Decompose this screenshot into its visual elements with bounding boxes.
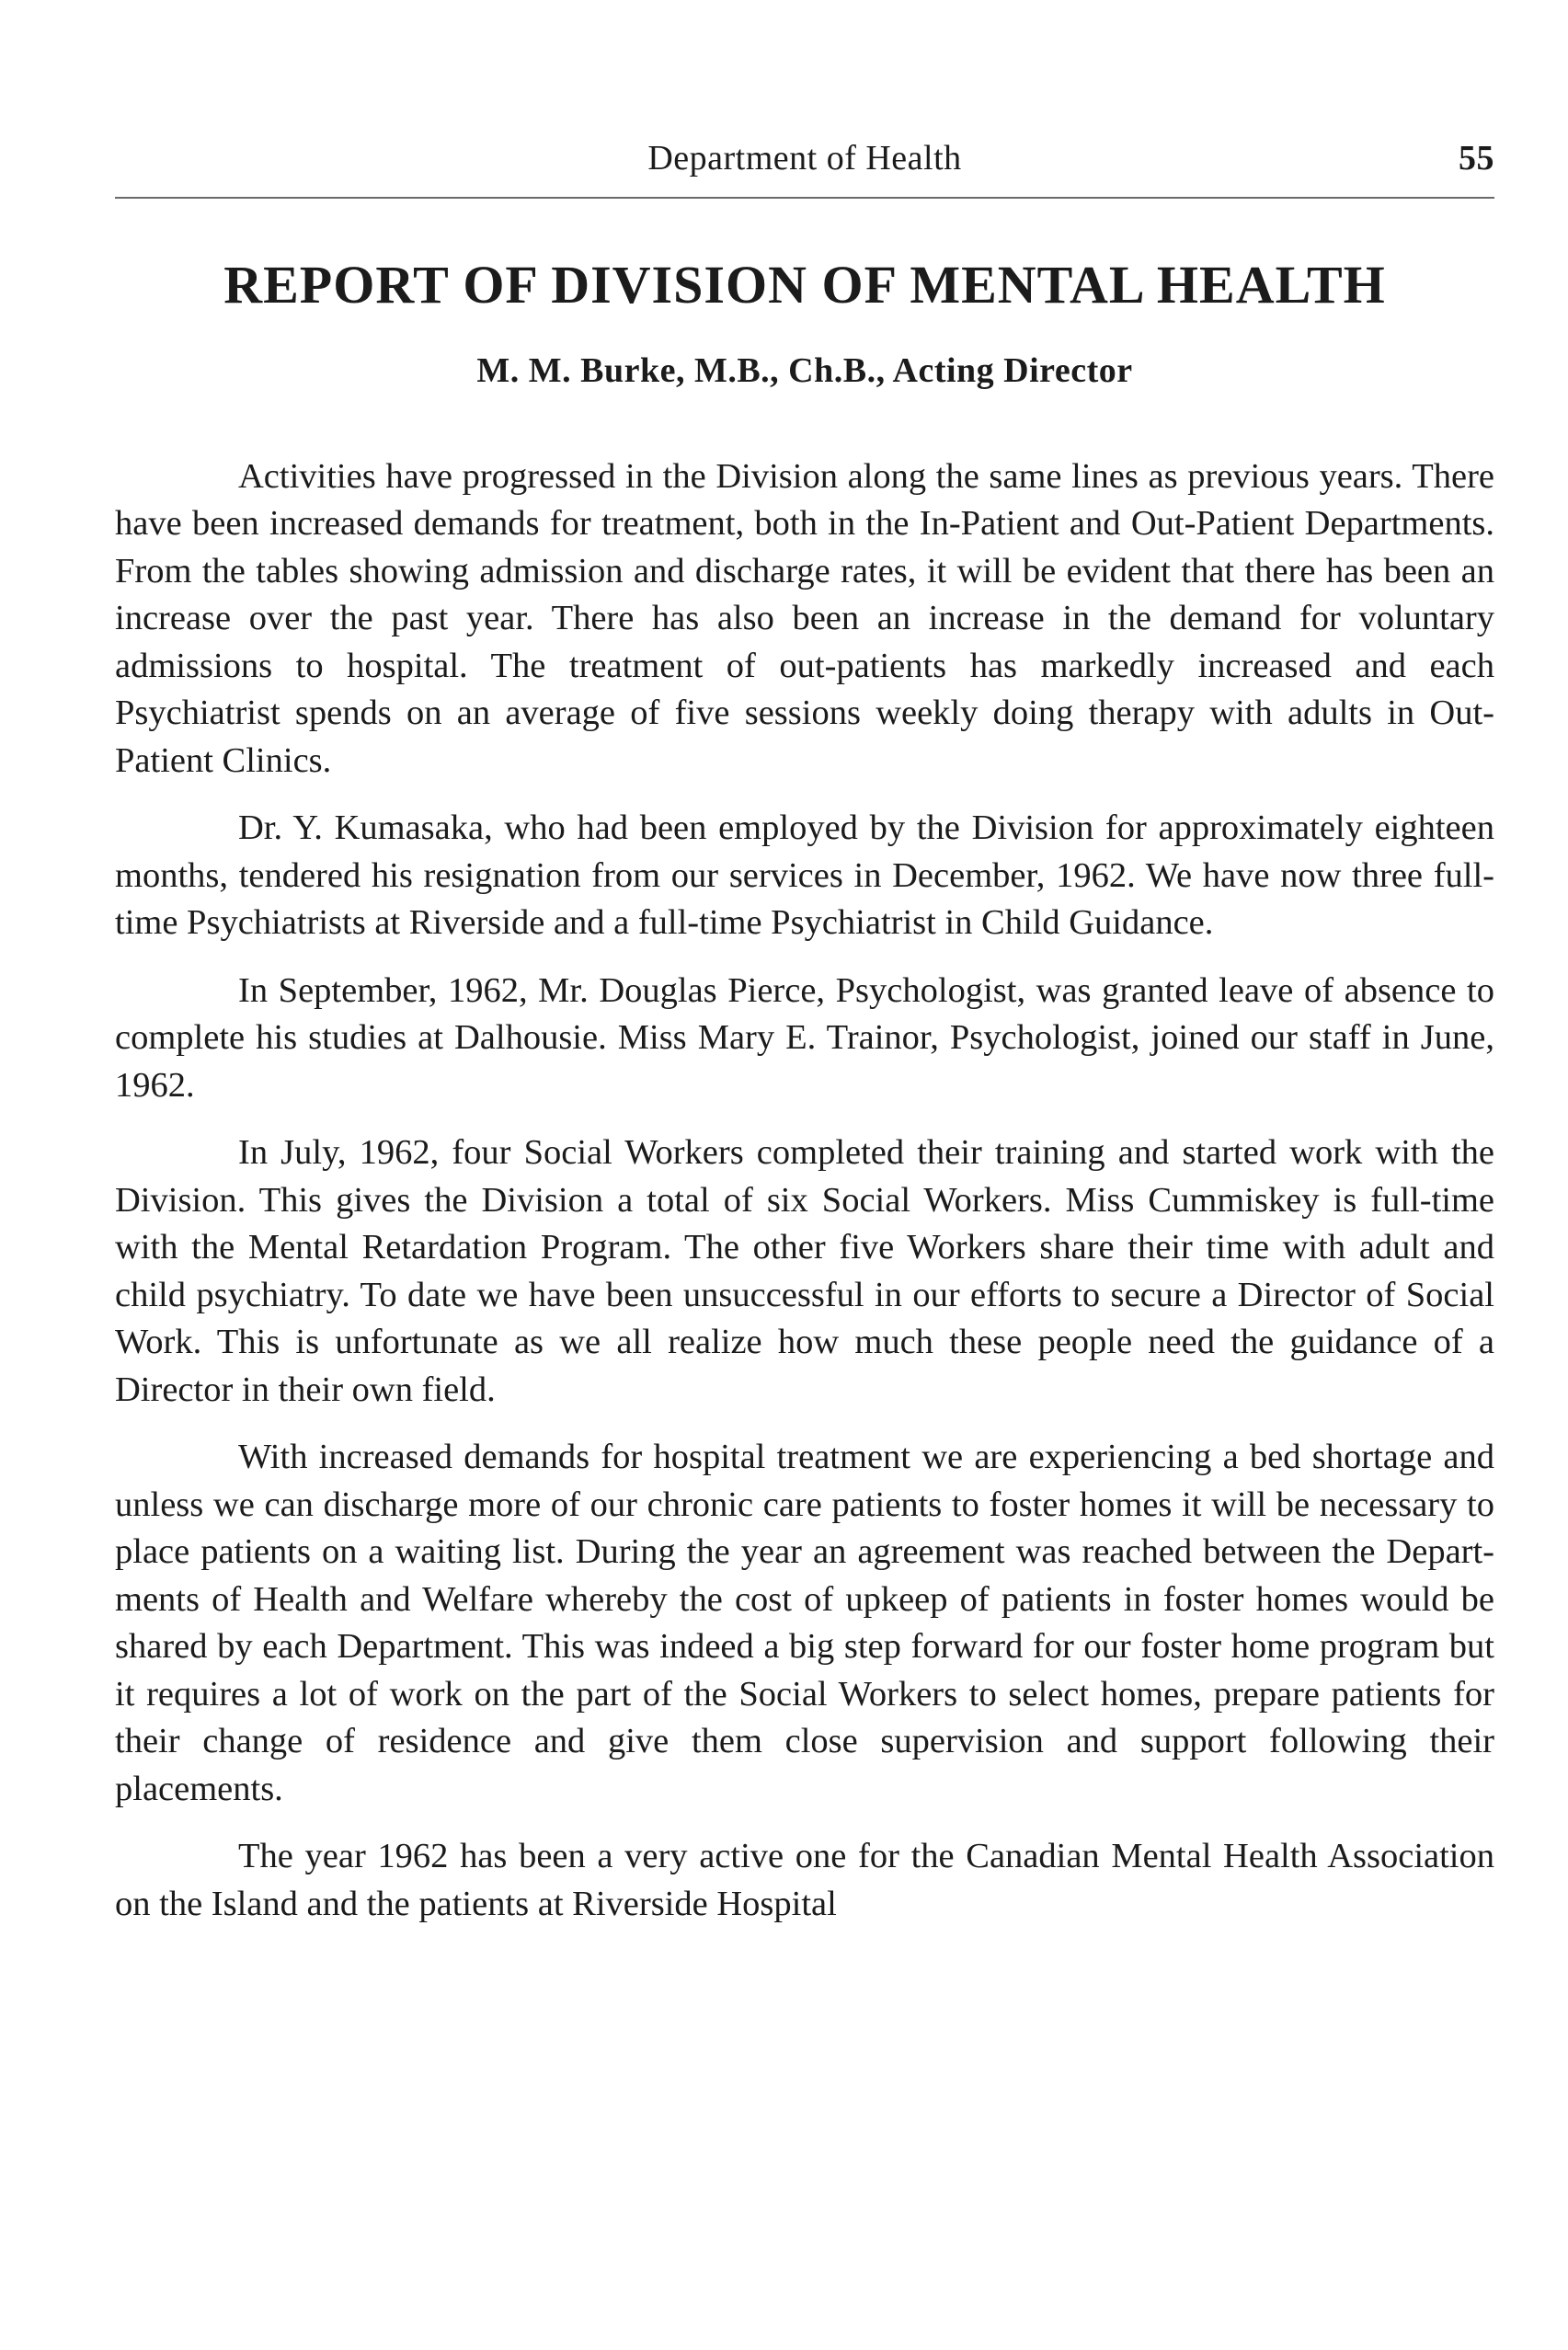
report-body	[115, 453, 1494, 1929]
paragraph: In September, 1962, Mr. Douglas Pierce, Psychologist, was granted leave of absence to complete his studies at Dalhousie. Miss Mary E. Trainor, Psychologist, joined our staff in June, 1962.	[115, 970, 1494, 1105]
report-byline: M. M. Burke, M.B., Ch.B., Acting Director	[476, 350, 1133, 390]
document-page	[115, 138, 1494, 1948]
paragraph: The year 1962 has been a very active one for the Canadian Mental Health Association on the Island and the patients at Riverside Hospital	[115, 1837, 1494, 1923]
running-head	[115, 138, 1494, 186]
report-title: REPORT OF DIVISION OF MENTAL HEALTH	[223, 255, 1386, 315]
paragraph: Dr. Y. Kumasaka, who had been employed by the Division for approximately eighteen months, tendered his resignation from our services in December, 1962. We have now three full-time Psychiatrists at Riverside and a full-time Psychiatrist in Child Guidance.	[115, 808, 1494, 943]
running-title: Department of Health	[647, 139, 962, 178]
paragraph: In July, 1962, four Social Workers completed their training and started work with the Division. This gives the Division a total of six Social Workers. Miss Cummiskey is full-time with the Mental Retardation Program. The other five Workers share their time with adult and child psychiatry. To date we have been unsuccessful in our efforts to secure a Director of Social Work. This is unfortunate as we all realize how much these people need the guidance of a Director in their own field.	[115, 1133, 1494, 1409]
paragraph: Activities have progressed in the Division along the same lines as previous years. There have been increased demands for treatment, both in the In-Patient and Out-Patient Departments. From the tables showing admission and discharge rates, it will be evident that there has been an increase over the past year. There has also been an increase in the demand for voluntary admissions to hospital. The treatment of out-patients has markedly increased and each Psychiatrist spends on an average of five sessions weekly doing therapy with adults in Out-Patient Clinics.	[115, 456, 1494, 780]
header-rule	[115, 197, 1494, 199]
paragraph: With increased demands for hospital treatment we are experiencing a bed shortage and unless we can discharge more of our chronic care patients to foster homes it will be necessary to place patients on a waiting list. During the year an agreement was reached between the Departments of Health and Welfare whereby the cost of upkeep of patients in foster homes would be shared by each Department. This was indeed a big step forward for our foster home program but it requires a lot of work on the part of the Social Workers to select homes, prepare patients for their change of residence and give them close supervision and support following their placements.	[115, 1438, 1494, 1808]
page-number: 55	[1459, 139, 1494, 178]
